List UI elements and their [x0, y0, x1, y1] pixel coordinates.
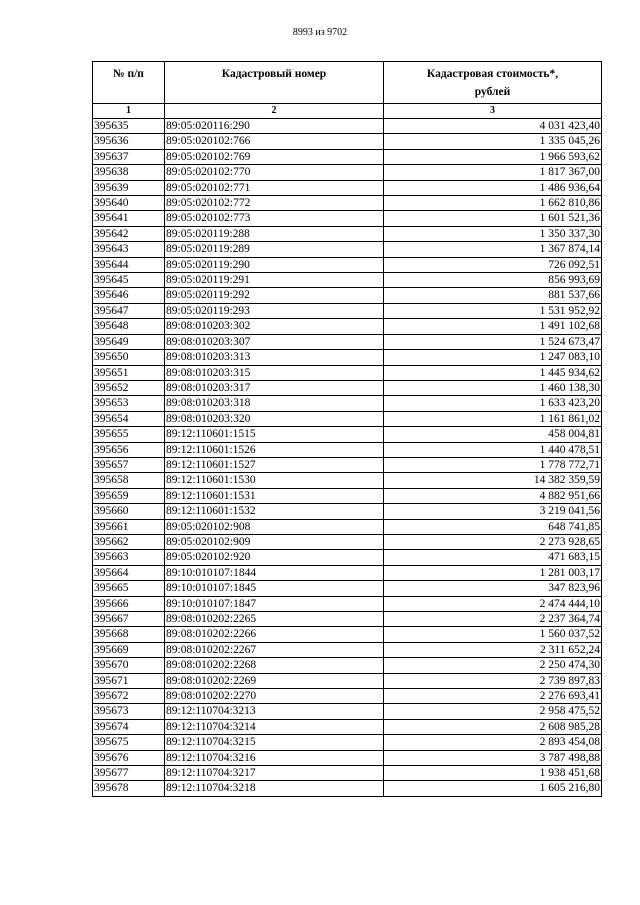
row-number-cell: 395663 [93, 550, 165, 565]
cadastral-number-cell: 89:05:020116:290 [165, 119, 384, 134]
row-number-cell: 395653 [93, 396, 165, 411]
cadastral-value-cell: 2 276 693,41 [384, 689, 602, 704]
row-number-cell: 395678 [93, 781, 165, 796]
table-row [93, 149, 602, 164]
row-number-cell: 395644 [93, 257, 165, 272]
table-row [93, 380, 602, 395]
column-number-row [93, 104, 602, 119]
cadastral-value-cell: 1 247 083,10 [384, 350, 602, 365]
cadastral-value-cell: 1 662 810,86 [384, 196, 602, 211]
row-number-cell: 395649 [93, 334, 165, 349]
cadastral-number-cell: 89:08:010203:318 [165, 396, 384, 411]
table-row [93, 689, 602, 704]
table-row [93, 735, 602, 750]
cadastral-value-cell: 2 273 928,65 [384, 534, 602, 549]
table-header-row [93, 62, 602, 104]
row-number-cell: 395654 [93, 411, 165, 426]
cadastral-number-cell: 89:12:110601:1530 [165, 473, 384, 488]
cadastral-number-cell: 89:05:020119:292 [165, 288, 384, 303]
cadastral-value-cell: 726 092,51 [384, 257, 602, 272]
cadastral-value-cell: 1 938 451,68 [384, 766, 602, 781]
cadastral-number-cell: 89:08:010202:2266 [165, 627, 384, 642]
cadastral-number-cell: 89:08:010203:315 [165, 365, 384, 380]
cadastral-value-cell: 1 161 861,02 [384, 411, 602, 426]
cadastral-number-cell: 89:10:010107:1845 [165, 581, 384, 596]
cadastral-value-table [92, 61, 602, 797]
table-row [93, 473, 602, 488]
table-row [93, 303, 602, 318]
cadastral-number-cell: 89:05:020102:771 [165, 180, 384, 195]
row-number-cell: 395675 [93, 735, 165, 750]
table-row [93, 766, 602, 781]
cadastral-number-cell: 89:08:010203:313 [165, 350, 384, 365]
row-number-cell: 395646 [93, 288, 165, 303]
cadastral-number-cell: 89:12:110601:1526 [165, 442, 384, 457]
cadastral-number-cell: 89:05:020102:920 [165, 550, 384, 565]
cadastral-value-cell: 2 474 444,10 [384, 596, 602, 611]
cadastral-value-cell: 1 335 045,26 [384, 134, 602, 149]
cadastral-value-cell: 14 382 359,59 [384, 473, 602, 488]
row-number-cell: 395662 [93, 534, 165, 549]
cadastral-value-cell: 1 440 478,51 [384, 442, 602, 457]
cadastral-number-cell: 89:08:010202:2267 [165, 642, 384, 657]
header-cadastral-value [384, 62, 602, 104]
cadastral-value-cell: 2 311 652,24 [384, 642, 602, 657]
cadastral-number-cell: 89:05:020102:908 [165, 519, 384, 534]
row-number-cell: 395665 [93, 581, 165, 596]
table-row [93, 658, 602, 673]
cadastral-number-cell: 89:12:110704:3214 [165, 719, 384, 734]
row-number-cell: 395664 [93, 565, 165, 580]
cadastral-value-cell: 1 601 521,36 [384, 211, 602, 226]
cadastral-value-cell: 3 787 498,88 [384, 750, 602, 765]
table-row [93, 627, 602, 642]
cadastral-number-cell: 89:12:110601:1531 [165, 488, 384, 503]
table-row [93, 704, 602, 719]
table-row [93, 288, 602, 303]
table-row [93, 673, 602, 688]
row-number-cell: 395669 [93, 642, 165, 657]
cadastral-number-cell: 89:05:020102:772 [165, 196, 384, 211]
cadastral-number-cell: 89:08:010203:317 [165, 380, 384, 395]
cadastral-number-cell: 89:10:010107:1847 [165, 596, 384, 611]
cadastral-value-cell: 1 445 934,62 [384, 365, 602, 380]
cadastral-value-cell: 856 993,69 [384, 273, 602, 288]
row-number-cell: 395640 [93, 196, 165, 211]
table-row [93, 565, 602, 580]
cadastral-value-cell: 1 560 037,52 [384, 627, 602, 642]
row-number-cell: 395673 [93, 704, 165, 719]
row-number-cell: 395637 [93, 149, 165, 164]
cadastral-number-cell: 89:08:010203:302 [165, 319, 384, 334]
table-row [93, 226, 602, 241]
cadastral-number-cell: 89:05:020102:909 [165, 534, 384, 549]
row-number-cell: 395670 [93, 658, 165, 673]
cadastral-number-cell: 89:12:110704:3218 [165, 781, 384, 796]
header-cadastral-value-line2: рублей [474, 86, 511, 98]
cadastral-number-cell: 89:08:010202:2268 [165, 658, 384, 673]
column-number-1: 1 [93, 104, 165, 119]
cadastral-value-cell: 2 893 454,08 [384, 735, 602, 750]
row-number-cell: 395638 [93, 165, 165, 180]
cadastral-value-cell: 4 882 951,66 [384, 488, 602, 503]
cadastral-value-cell: 1 491 102,68 [384, 319, 602, 334]
cadastral-number-cell: 89:12:110704:3216 [165, 750, 384, 765]
row-number-cell: 395645 [93, 273, 165, 288]
row-number-cell: 395655 [93, 427, 165, 442]
column-number-3: 3 [384, 104, 602, 119]
table-row [93, 119, 602, 134]
table-row [93, 504, 602, 519]
cadastral-value-cell: 648 741,85 [384, 519, 602, 534]
cadastral-value-cell: 1 367 874,14 [384, 242, 602, 257]
cadastral-value-cell: 1 778 772,71 [384, 457, 602, 472]
cadastral-number-cell: 89:12:110601:1515 [165, 427, 384, 442]
cadastral-value-cell: 347 823,96 [384, 581, 602, 596]
table-row [93, 196, 602, 211]
table-row [93, 457, 602, 472]
cadastral-value-cell: 1 524 673,47 [384, 334, 602, 349]
row-number-cell: 395672 [93, 689, 165, 704]
cadastral-value-cell: 1 817 367,00 [384, 165, 602, 180]
cadastral-number-cell: 89:05:020119:290 [165, 257, 384, 272]
cadastral-value-cell: 1 966 593,62 [384, 149, 602, 164]
cadastral-value-cell: 1 486 936,64 [384, 180, 602, 195]
page-number: 8993 из 9702 [292, 27, 348, 38]
table-row [93, 350, 602, 365]
table-row [93, 365, 602, 380]
table-row [93, 642, 602, 657]
row-number-cell: 395648 [93, 319, 165, 334]
row-number-cell: 395671 [93, 673, 165, 688]
cadastral-number-cell: 89:12:110601:1527 [165, 457, 384, 472]
table-row [93, 396, 602, 411]
header-cadastral-number: Кадастровый номер [165, 62, 384, 104]
cadastral-number-cell: 89:08:010203:307 [165, 334, 384, 349]
cadastral-value-cell: 4 031 423,40 [384, 119, 602, 134]
row-number-cell: 395650 [93, 350, 165, 365]
row-number-cell: 395677 [93, 766, 165, 781]
cadastral-number-cell: 89:05:020119:291 [165, 273, 384, 288]
cadastral-value-cell: 1 605 216,80 [384, 781, 602, 796]
column-number-2: 2 [165, 104, 384, 119]
row-number-cell: 395639 [93, 180, 165, 195]
row-number-cell: 395643 [93, 242, 165, 257]
row-number-cell: 395651 [93, 365, 165, 380]
row-number-cell: 395635 [93, 119, 165, 134]
table-row [93, 581, 602, 596]
row-number-cell: 395666 [93, 596, 165, 611]
cadastral-value-cell: 1 531 952,92 [384, 303, 602, 318]
row-number-cell: 395652 [93, 380, 165, 395]
cadastral-value-cell: 1 460 138,30 [384, 380, 602, 395]
row-number-cell: 395660 [93, 504, 165, 519]
row-number-cell: 395668 [93, 627, 165, 642]
cadastral-number-cell: 89:05:020102:769 [165, 149, 384, 164]
cadastral-number-cell: 89:05:020119:293 [165, 303, 384, 318]
table-row [93, 134, 602, 149]
cadastral-number-cell: 89:08:010202:2265 [165, 612, 384, 627]
cadastral-value-cell: 458 004,81 [384, 427, 602, 442]
cadastral-number-cell: 89:05:020119:289 [165, 242, 384, 257]
table-row [93, 273, 602, 288]
cadastral-number-cell: 89:08:010203:320 [165, 411, 384, 426]
table-row [93, 411, 602, 426]
cadastral-number-cell: 89:10:010107:1844 [165, 565, 384, 580]
table-row [93, 488, 602, 503]
cadastral-number-cell: 89:12:110704:3215 [165, 735, 384, 750]
row-number-cell: 395676 [93, 750, 165, 765]
cadastral-number-cell: 89:12:110704:3213 [165, 704, 384, 719]
table-row [93, 550, 602, 565]
table-row [93, 612, 602, 627]
cadastral-value-cell: 1 281 003,17 [384, 565, 602, 580]
cadastral-value-cell: 3 219 041,56 [384, 504, 602, 519]
table-row [93, 211, 602, 226]
row-number-cell: 395661 [93, 519, 165, 534]
row-number-cell: 395642 [93, 226, 165, 241]
row-number-cell: 395658 [93, 473, 165, 488]
header-row-number: № п/п [93, 62, 165, 104]
cadastral-value-cell: 1 633 423,20 [384, 396, 602, 411]
table-row [93, 319, 602, 334]
cadastral-number-cell: 89:12:110601:1532 [165, 504, 384, 519]
cadastral-number-cell: 89:08:010202:2269 [165, 673, 384, 688]
table-row [93, 719, 602, 734]
table-row [93, 257, 602, 272]
cadastral-number-cell: 89:05:020102:773 [165, 211, 384, 226]
row-number-cell: 395667 [93, 612, 165, 627]
cadastral-value-cell: 2 608 985,28 [384, 719, 602, 734]
header-cadastral-value-line1: Кадастровая стоимость*, [426, 68, 559, 80]
table-row [93, 180, 602, 195]
row-number-cell: 395656 [93, 442, 165, 457]
cadastral-value-cell: 471 683,15 [384, 550, 602, 565]
row-number-cell: 395641 [93, 211, 165, 226]
row-number-cell: 395659 [93, 488, 165, 503]
table-body [93, 119, 602, 797]
cadastral-value-cell: 881 537,66 [384, 288, 602, 303]
cadastral-number-cell: 89:08:010202:2270 [165, 689, 384, 704]
table-row [93, 596, 602, 611]
table-row [93, 442, 602, 457]
row-number-cell: 395657 [93, 457, 165, 472]
cadastral-number-cell: 89:12:110704:3217 [165, 766, 384, 781]
table-row [93, 519, 602, 534]
row-number-cell: 395647 [93, 303, 165, 318]
cadastral-value-cell: 2 739 897,83 [384, 673, 602, 688]
cadastral-value-cell: 1 350 337,30 [384, 226, 602, 241]
table-row [93, 242, 602, 257]
table-row [93, 534, 602, 549]
cadastral-value-cell: 2 237 364,74 [384, 612, 602, 627]
table-row [93, 427, 602, 442]
table-row [93, 781, 602, 796]
table-row [93, 165, 602, 180]
cadastral-number-cell: 89:05:020102:770 [165, 165, 384, 180]
table-row [93, 750, 602, 765]
row-number-cell: 395636 [93, 134, 165, 149]
cadastral-value-cell: 2 958 475,52 [384, 704, 602, 719]
cadastral-number-cell: 89:05:020102:766 [165, 134, 384, 149]
cadastral-number-cell: 89:05:020119:288 [165, 226, 384, 241]
row-number-cell: 395674 [93, 719, 165, 734]
cadastral-value-cell: 2 250 474,30 [384, 658, 602, 673]
table-row [93, 334, 602, 349]
